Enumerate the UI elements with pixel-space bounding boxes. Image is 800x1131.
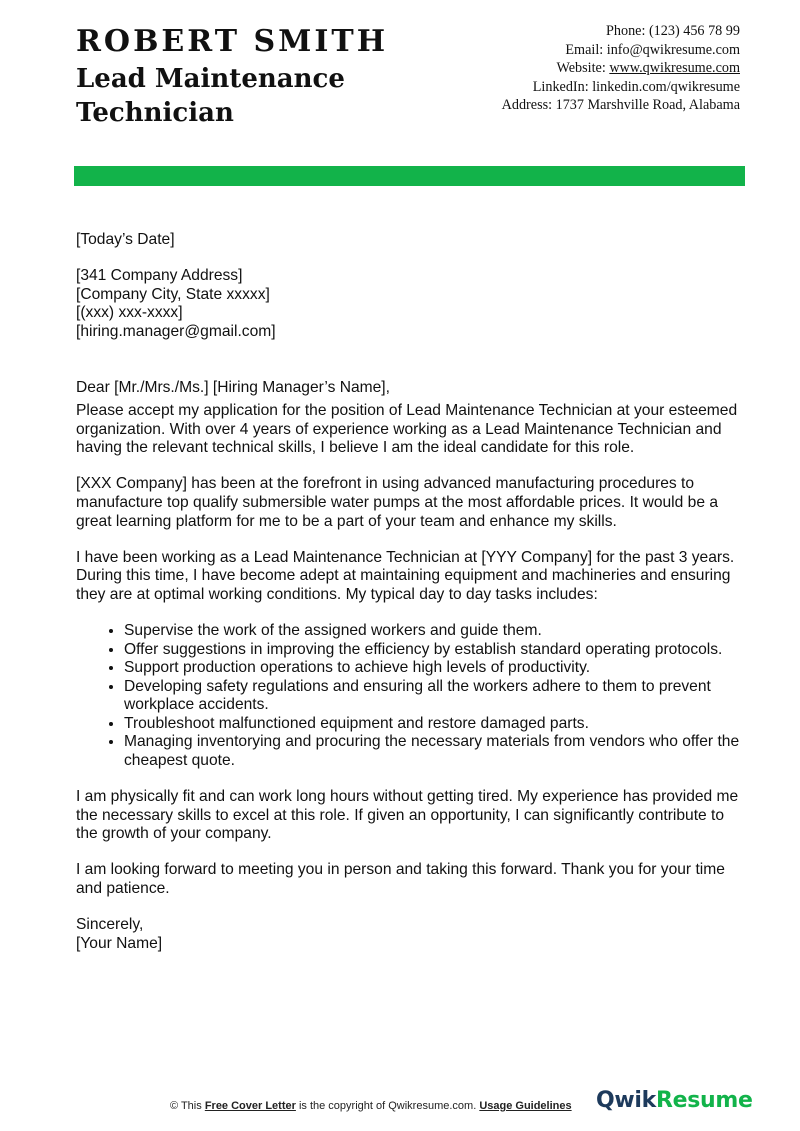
list-item: • Support production operations to achieve high levels of productivity. bbox=[124, 659, 740, 678]
usage-guidelines-link[interactable]: Usage Guidelines bbox=[479, 1100, 572, 1112]
free-cover-letter-link[interactable]: Free Cover Letter bbox=[204, 1100, 296, 1112]
logo-qwik: Qwik bbox=[596, 1088, 656, 1113]
contact-email: Email: info@qwikresume.com bbox=[565, 41, 740, 58]
list-item: • Troubleshoot malfunctioned equipment and restore damaged parts. bbox=[124, 715, 740, 734]
list-item: • Managing inventorying and procuring the necessary materials from vendors who offer the cheapest quote. bbox=[124, 733, 740, 770]
salutation: Dear [Mr./Mrs./Ms.] [Hiring Manager’s Name], bbox=[76, 379, 390, 397]
website-label: Website: bbox=[556, 60, 610, 77]
task-list bbox=[76, 622, 740, 771]
website-link[interactable]: www.qwikresume.com bbox=[609, 60, 740, 77]
contact-block bbox=[502, 22, 740, 115]
address-line: [341 Company Address] bbox=[76, 267, 243, 285]
list-item: • Supervise the work of the assigned workers and guide them. bbox=[124, 622, 740, 641]
paragraph: [XXX Company] has been at the forefront in using advanced manufacturing procedures to manufacture top qualify submersible water pumps at the most affordable prices. It would be a great learning platform for me to be a part of your team and enhance my skills. bbox=[76, 475, 718, 530]
address-line: [hiring.manager@gmail.com] bbox=[76, 322, 276, 340]
signature-name: [Your Name] bbox=[76, 934, 163, 952]
recipient-address bbox=[76, 267, 740, 341]
contact-linkedin: LinkedIn: linkedin.com/qwikresume bbox=[532, 78, 740, 95]
contact-website bbox=[502, 59, 740, 78]
paragraph: I am looking forward to meeting you in person and taking this forward. Thank you for your time and patience. bbox=[76, 861, 725, 898]
letter-date: [Today’s Date] bbox=[76, 231, 175, 248]
paragraph: Please accept my application for the position of Lead Maintenance Technician at your esteemed organization. With over 4 years of experience working as a Lead Maintenance Technician and having the relevant technical skills, I believe I am the ideal candidate for this role. bbox=[76, 402, 738, 457]
list-item: • Offer suggestions in improving the efficiency by establish standard operating protocols. bbox=[124, 641, 740, 660]
logo-resume: Resume bbox=[656, 1088, 753, 1113]
letter-body bbox=[76, 231, 740, 953]
applicant-name: ROBERT SMITH bbox=[76, 24, 389, 59]
copyright-middle: is the copyright of Qwikresume.com. bbox=[295, 1100, 480, 1112]
address-line: [(xxx) xxx-xxxx] bbox=[76, 304, 183, 322]
contact-address: Address: 1737 Marshville Road, Alabama bbox=[501, 97, 740, 114]
paragraph: I have been working as a Lead Maintenance Technician at [YYY Company] for the past 3 years. During this time, I have become adept at maintaining equipment and machineries and ensuring they are at optimal working conditions. My typical day to day tasks includes: bbox=[76, 548, 735, 603]
copyright-prefix: © This bbox=[170, 1100, 205, 1112]
list-item: • Developing safety regulations and ensuring all the workers adhere to them to prevent workplace accidents. bbox=[124, 678, 740, 715]
sign-off: Sincerely, bbox=[76, 916, 144, 934]
paragraph: I am physically fit and can work long hours without getting tired. My experience has provided me the necessary skills to excel at this role. If given an opportunity, I can significantly contribute to the growth of your company. bbox=[76, 788, 739, 843]
qwikresume-logo bbox=[596, 1088, 753, 1113]
contact-phone: Phone: (123) 456 78 99 bbox=[606, 23, 740, 39]
job-title: Lead Maintenance Technician bbox=[76, 64, 345, 128]
copyright-note bbox=[170, 1100, 590, 1112]
header-divider-bar bbox=[74, 166, 745, 186]
address-line: [Company City, State xxxxx] bbox=[76, 285, 270, 303]
